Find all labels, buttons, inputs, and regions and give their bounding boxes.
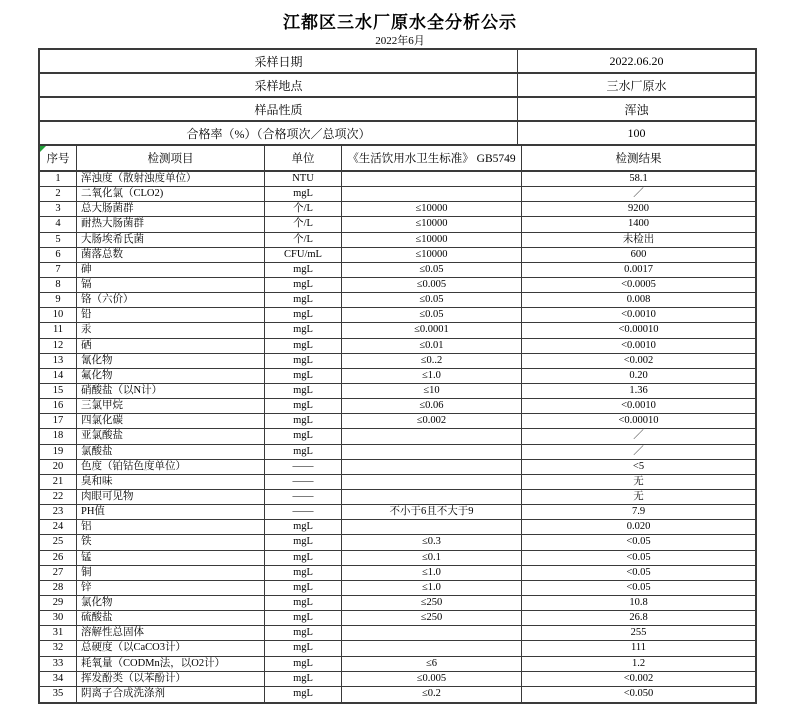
table-row xyxy=(40,672,755,687)
table-row xyxy=(40,217,755,232)
item-cell: 亚氯酸盐 xyxy=(77,429,265,443)
table-row xyxy=(40,293,755,308)
seq-cell: 24 xyxy=(40,520,77,534)
item-cell: 色度（铂钴色度单位） xyxy=(77,460,265,474)
seq-cell: 31 xyxy=(40,626,77,640)
table-row xyxy=(40,429,755,444)
standard-cell xyxy=(342,187,522,201)
seq-cell: 11 xyxy=(40,323,77,337)
standard-cell: ≤0.05 xyxy=(342,293,522,307)
result-cell: ／ xyxy=(633,445,644,457)
result-cell: ／ xyxy=(633,430,644,442)
standard-cell: ≤10000 xyxy=(342,248,522,262)
standard-cell: ≤10 xyxy=(342,384,522,398)
item-cell: 镉 xyxy=(77,278,265,292)
table-row xyxy=(40,445,755,460)
unit-cell: mgL xyxy=(265,384,342,398)
item-cell: 铬（六价） xyxy=(77,293,265,307)
result-cell: ／ xyxy=(633,188,644,200)
item-cell: 大肠埃希氏菌 xyxy=(77,233,265,247)
item-cell: 砷 xyxy=(77,263,265,277)
unit-cell: mgL xyxy=(265,535,342,549)
standard-cell xyxy=(342,641,522,655)
standard-cell: ≤250 xyxy=(342,596,522,610)
standard-cell xyxy=(342,460,522,474)
table-row xyxy=(40,626,755,641)
unit-cell: mgL xyxy=(265,323,342,337)
unit-cell: —— xyxy=(265,490,342,504)
result-cell: 0.0017 xyxy=(624,263,653,275)
result-cell: <0.0010 xyxy=(621,400,656,412)
table-row xyxy=(40,172,755,187)
standard-cell xyxy=(342,172,522,186)
standard-cell: ≤0.05 xyxy=(342,308,522,322)
standard-cell xyxy=(342,626,522,640)
info-row-sample-location xyxy=(40,74,755,98)
sample-location-value: 三水厂原水 xyxy=(606,78,667,93)
seq-cell: 30 xyxy=(40,611,77,625)
seq-cell: 21 xyxy=(40,475,77,489)
result-cell: <0.0010 xyxy=(621,339,656,351)
table-row xyxy=(40,596,755,611)
item-cell: 氯酸盐 xyxy=(77,445,265,459)
unit-cell: —— xyxy=(265,460,342,474)
item-cell: 氰化物 xyxy=(77,354,265,368)
unit-cell: 个/L xyxy=(265,233,342,247)
result-cell: 1.2 xyxy=(631,657,646,669)
seq-cell: 35 xyxy=(40,687,77,702)
seq-cell: 19 xyxy=(40,445,77,459)
result-cell: 9200 xyxy=(628,203,649,215)
seq-cell: 5 xyxy=(40,233,77,247)
table-row xyxy=(40,490,755,505)
item-cell: 硫酸盐 xyxy=(77,611,265,625)
table-header-row xyxy=(40,146,755,172)
result-cell: 未检出 xyxy=(622,233,655,245)
unit-cell: mgL xyxy=(265,520,342,534)
unit-cell: mgL xyxy=(265,551,342,565)
unit-cell: mgL xyxy=(265,369,342,383)
item-cell: 二氧化氯（CLO2) xyxy=(77,187,265,201)
seq-cell: 12 xyxy=(40,339,77,353)
seq-cell: 15 xyxy=(40,384,77,398)
result-cell: 1.36 xyxy=(629,385,648,397)
page-subtitle: 2022年6月 xyxy=(375,35,425,47)
seq-cell: 10 xyxy=(40,308,77,322)
result-cell: 无 xyxy=(633,491,644,503)
table-row xyxy=(40,657,755,672)
green-corner-marker-icon xyxy=(40,146,46,152)
seq-cell: 23 xyxy=(40,505,77,519)
item-cell: 肉眼可见物 xyxy=(77,490,265,504)
unit-cell: mgL xyxy=(265,187,342,201)
table-row xyxy=(40,278,755,293)
seq-cell: 22 xyxy=(40,490,77,504)
result-cell: 0.008 xyxy=(626,294,651,306)
unit-cell: mgL xyxy=(265,657,342,671)
table-row xyxy=(40,339,755,354)
result-cell: 10.8 xyxy=(629,597,648,608)
table-body xyxy=(40,172,755,702)
table-row xyxy=(40,233,755,248)
sample-location-label: 采样地点 xyxy=(40,74,518,96)
table-row xyxy=(40,535,755,550)
table-row xyxy=(40,581,755,596)
standard-cell: ≤0.06 xyxy=(342,399,522,413)
item-cell: 总硬度（以CaCO3计） xyxy=(77,641,265,655)
table-row xyxy=(40,308,755,323)
unit-cell: 个/L xyxy=(265,202,342,216)
unit-cell: mgL xyxy=(265,293,342,307)
standard-cell: ≤0.002 xyxy=(342,414,522,428)
item-cell: 阴离子合成洗涤剂 xyxy=(77,687,265,702)
seq-cell: 27 xyxy=(40,566,77,580)
sample-nature-value: 浑浊 xyxy=(624,102,649,117)
item-cell: 四氯化碳 xyxy=(77,414,265,428)
item-cell: 硒 xyxy=(77,339,265,353)
sample-date-label: 采样日期 xyxy=(40,50,518,72)
unit-cell: mgL xyxy=(265,263,342,277)
table-row xyxy=(40,187,755,202)
col-header-result: 检测结果 xyxy=(615,153,662,165)
result-cell: <0.05 xyxy=(626,536,651,548)
seq-cell: 1 xyxy=(40,172,77,186)
item-cell: 总大肠菌群 xyxy=(77,202,265,216)
unit-cell: mgL xyxy=(265,429,342,443)
result-cell: 无 xyxy=(633,475,644,487)
sample-date-value: 2022.06.20 xyxy=(609,53,664,68)
item-cell: PH值 xyxy=(77,505,265,519)
item-cell: 耐热大肠菌群 xyxy=(77,217,265,231)
item-cell: 铅 xyxy=(77,308,265,322)
standard-cell: ≤0..2 xyxy=(342,354,522,368)
result-cell: 1400 xyxy=(628,218,649,230)
item-cell: 三氯甲烷 xyxy=(77,399,265,413)
standard-cell: ≤6 xyxy=(342,657,522,671)
table-row xyxy=(40,460,755,475)
seq-cell: 20 xyxy=(40,460,77,474)
unit-cell: mgL xyxy=(265,445,342,459)
seq-cell: 9 xyxy=(40,293,77,307)
unit-cell: mgL xyxy=(265,399,342,413)
seq-cell: 34 xyxy=(40,672,77,686)
unit-cell: mgL xyxy=(265,566,342,580)
page-title: 江都区三水厂原水全分析公示 xyxy=(283,13,517,32)
standard-cell: ≤0.005 xyxy=(342,672,522,686)
unit-cell: 个/L xyxy=(265,217,342,231)
result-cell: <0.05 xyxy=(626,581,651,593)
item-cell: 耗氧量（CODMn法，以O2计） xyxy=(77,657,265,671)
unit-cell: mgL xyxy=(265,339,342,353)
standard-cell xyxy=(342,445,522,459)
table-row xyxy=(40,475,755,490)
seq-cell: 28 xyxy=(40,581,77,595)
result-cell: <0.00010 xyxy=(618,324,659,336)
item-cell: 氟化物 xyxy=(77,369,265,383)
seq-cell: 29 xyxy=(40,596,77,610)
result-cell: <0.002 xyxy=(623,354,654,366)
table-row xyxy=(40,641,755,656)
table-row xyxy=(40,202,755,217)
item-cell: 臭和味 xyxy=(77,475,265,489)
seq-cell: 14 xyxy=(40,369,77,383)
result-cell: <0.0010 xyxy=(621,309,656,321)
result-cell: 58.1 xyxy=(629,173,648,185)
standard-cell: ≤10000 xyxy=(342,202,522,216)
result-cell: 600 xyxy=(630,248,647,260)
item-cell: 溶解性总固体 xyxy=(77,626,265,640)
standard-cell: ≤0.1 xyxy=(342,551,522,565)
standard-cell xyxy=(342,429,522,443)
result-cell: <5 xyxy=(632,460,645,472)
table-row xyxy=(40,566,755,581)
col-header-standard: 《生活饮用水卫生标准》 GB5749 xyxy=(342,146,522,170)
result-cell: <0.002 xyxy=(623,672,654,684)
item-cell: 汞 xyxy=(77,323,265,337)
item-cell: 硝酸盐（以N计） xyxy=(77,384,265,398)
seq-cell: 16 xyxy=(40,399,77,413)
result-cell: <0.05 xyxy=(626,566,651,578)
item-cell: 铁 xyxy=(77,535,265,549)
result-cell: 0.020 xyxy=(626,521,651,533)
seq-cell: 25 xyxy=(40,535,77,549)
unit-cell: mgL xyxy=(265,354,342,368)
col-header-seq: 序号 xyxy=(40,146,77,170)
item-cell: 铝 xyxy=(77,520,265,534)
table-row xyxy=(40,384,755,399)
standard-cell: ≤1.0 xyxy=(342,581,522,595)
unit-cell: NTU xyxy=(265,172,342,186)
result-cell: <0.05 xyxy=(626,551,651,563)
standard-cell: ≤1.0 xyxy=(342,369,522,383)
table-row xyxy=(40,248,755,263)
item-cell: 铜 xyxy=(77,566,265,580)
unit-cell: mgL xyxy=(265,687,342,702)
unit-cell: mgL xyxy=(265,278,342,292)
seq-cell: 7 xyxy=(40,263,77,277)
seq-cell: 4 xyxy=(40,217,77,231)
unit-cell: mgL xyxy=(265,414,342,428)
result-cell: 111 xyxy=(631,642,646,654)
seq-cell: 2 xyxy=(40,187,77,201)
item-cell: 菌落总数 xyxy=(77,248,265,262)
standard-cell: ≤10000 xyxy=(342,217,522,231)
standard-cell xyxy=(342,520,522,534)
unit-cell: mgL xyxy=(265,626,342,640)
seq-cell: 13 xyxy=(40,354,77,368)
table-row xyxy=(40,399,755,414)
table-row xyxy=(40,323,755,338)
info-row-sample-nature xyxy=(40,98,755,122)
pass-rate-value: 100 xyxy=(627,125,646,140)
unit-cell: —— xyxy=(265,505,342,519)
result-cell: <0.0005 xyxy=(621,279,656,291)
seq-cell: 6 xyxy=(40,248,77,262)
seq-cell: 33 xyxy=(40,657,77,671)
result-cell: 0.20 xyxy=(629,369,648,381)
result-cell: 26.8 xyxy=(629,612,648,624)
result-cell: <0.00010 xyxy=(618,415,659,427)
unit-cell: mgL xyxy=(265,611,342,625)
table-row xyxy=(40,369,755,384)
standard-cell: ≤0.01 xyxy=(342,339,522,353)
standard-cell xyxy=(342,490,522,504)
table-row xyxy=(40,414,755,429)
sample-nature-label: 样品性质 xyxy=(40,98,518,120)
standard-cell: ≤0.3 xyxy=(342,535,522,549)
standard-cell: ≤0.0001 xyxy=(342,323,522,337)
standard-cell: ≤0.005 xyxy=(342,278,522,292)
unit-cell: mgL xyxy=(265,308,342,322)
standard-cell: ≤10000 xyxy=(342,233,522,247)
table-row xyxy=(40,263,755,278)
result-cell: 255 xyxy=(630,627,647,639)
unit-cell: CFU/mL xyxy=(265,248,342,262)
unit-cell: mgL xyxy=(265,641,342,655)
unit-cell: —— xyxy=(265,475,342,489)
col-header-item: 检测项目 xyxy=(77,146,265,170)
seq-cell: 26 xyxy=(40,551,77,565)
seq-cell: 17 xyxy=(40,414,77,428)
standard-cell xyxy=(342,475,522,489)
pass-rate-label: 合格率（%）（合格项次／总项次） xyxy=(40,122,518,144)
info-row-sample-date xyxy=(40,50,755,74)
item-cell: 锌 xyxy=(77,581,265,595)
standard-cell: ≤0.05 xyxy=(342,263,522,277)
seq-cell: 32 xyxy=(40,641,77,655)
table-row xyxy=(40,687,755,702)
standard-cell: ≤1.0 xyxy=(342,566,522,580)
unit-cell: mgL xyxy=(265,672,342,686)
unit-cell: mgL xyxy=(265,581,342,595)
seq-cell: 3 xyxy=(40,202,77,216)
col-header-unit: 单位 xyxy=(265,146,342,170)
unit-cell: mgL xyxy=(265,596,342,610)
item-cell: 挥发酚类（以苯酚计） xyxy=(77,672,265,686)
standard-cell: ≤250 xyxy=(342,611,522,625)
seq-cell: 18 xyxy=(40,429,77,443)
result-cell: 7.9 xyxy=(631,506,646,518)
analysis-table xyxy=(38,48,757,704)
table-row xyxy=(40,505,755,520)
item-cell: 浑浊度（散射浊度单位） xyxy=(77,172,265,186)
standard-cell: 不小于6且不大于9 xyxy=(342,505,522,519)
info-row-pass-rate xyxy=(40,122,755,146)
item-cell: 锰 xyxy=(77,551,265,565)
table-row xyxy=(40,551,755,566)
table-row xyxy=(40,611,755,626)
item-cell: 氯化物 xyxy=(77,596,265,610)
table-row xyxy=(40,354,755,369)
standard-cell: ≤0.2 xyxy=(342,687,522,702)
result-cell: <0.050 xyxy=(623,688,654,700)
table-row xyxy=(40,520,755,535)
seq-cell: 8 xyxy=(40,278,77,292)
